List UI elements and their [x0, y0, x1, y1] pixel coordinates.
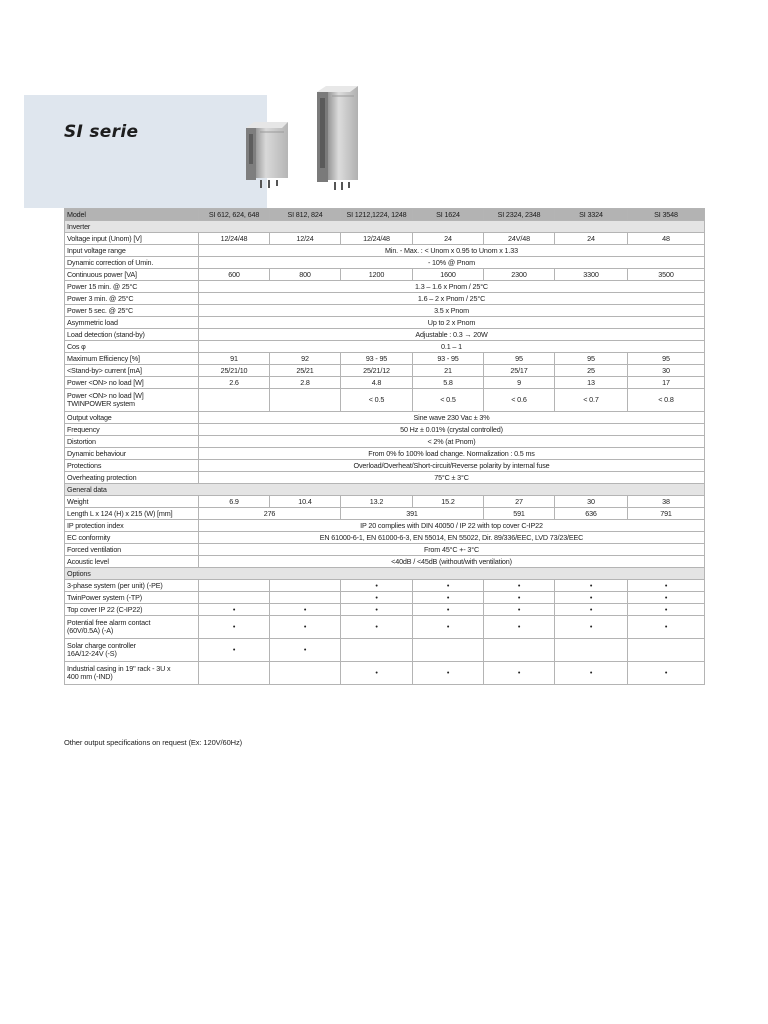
- table-cell: •: [341, 592, 413, 604]
- table-row: [65, 257, 705, 269]
- table-cell: [484, 639, 555, 662]
- table-row: [65, 580, 705, 592]
- table-cell: •: [628, 616, 705, 639]
- table-cell: [199, 389, 270, 412]
- table-cell: 13: [555, 377, 628, 389]
- table-cell: < 0.5: [341, 389, 413, 412]
- table-cell: •: [413, 662, 484, 685]
- row-label: <Stand-by> current [mA]: [65, 365, 199, 377]
- table-row: [65, 412, 705, 424]
- table-row: [65, 377, 705, 389]
- table-cell: 25/21/12: [341, 365, 413, 377]
- table-cell: 48: [628, 233, 705, 245]
- table-cell: •: [484, 616, 555, 639]
- table-cell: 1.3 – 1.6 x Pnom / 25°C: [199, 281, 705, 293]
- table-cell: 2300: [484, 269, 555, 281]
- table-row: [65, 353, 705, 365]
- table-row: [65, 233, 705, 245]
- section-heading: General data: [65, 484, 705, 496]
- table-row: [65, 341, 705, 353]
- table-cell: •: [555, 604, 628, 616]
- table-row: [65, 592, 705, 604]
- column-header: SI 3548: [628, 209, 705, 221]
- table-cell: •: [413, 604, 484, 616]
- table-cell: 25/17: [484, 365, 555, 377]
- table-cell: •: [413, 580, 484, 592]
- table-cell: EN 61000-6-1, EN 61000-6-3, EN 55014, EN 55022, Dir. 89/336/EEC, LVD 73/23/EEC: [199, 532, 705, 544]
- table-row: [65, 520, 705, 532]
- table-cell: •: [484, 580, 555, 592]
- table-cell: 30: [628, 365, 705, 377]
- table-cell: <40dB / <45dB (without/with ventilation): [199, 556, 705, 568]
- table-cell: •: [341, 580, 413, 592]
- table-row: [65, 616, 705, 639]
- table-cell: [199, 592, 270, 604]
- table-row: [65, 317, 705, 329]
- table-cell: [270, 389, 341, 412]
- table-cell: 75°C ± 3°C: [199, 472, 705, 484]
- table-row: [65, 544, 705, 556]
- table-cell: [341, 639, 413, 662]
- table-cell: 93 - 95: [413, 353, 484, 365]
- table-row: [65, 389, 705, 412]
- table-cell: 800: [270, 269, 341, 281]
- table-cell: < 2% (at Pnom): [199, 436, 705, 448]
- table-cell: [628, 639, 705, 662]
- table-cell: 5.8: [413, 377, 484, 389]
- row-label: Voltage input (Unom) [V]: [65, 233, 199, 245]
- table-cell: 24V/48: [484, 233, 555, 245]
- table-cell: < 0.7: [555, 389, 628, 412]
- table-cell: 95: [484, 353, 555, 365]
- specifications-table: [64, 208, 705, 685]
- table-row: [65, 472, 705, 484]
- table-cell: 25/21: [270, 365, 341, 377]
- table-cell: [199, 662, 270, 685]
- row-label: Cos φ: [65, 341, 199, 353]
- row-label: Power <ON> no load [W]: [65, 377, 199, 389]
- row-label: Asymmetric load: [65, 317, 199, 329]
- table-cell: Sine wave 230 Vac ± 3%: [199, 412, 705, 424]
- table-cell: [270, 662, 341, 685]
- row-label: Potential free alarm contact (60V/0.5A) (-A): [65, 616, 199, 639]
- table-cell: 1600: [413, 269, 484, 281]
- table-cell: •: [413, 592, 484, 604]
- row-label: EC conformity: [65, 532, 199, 544]
- table-cell: 95: [628, 353, 705, 365]
- table-row: [65, 662, 705, 685]
- table-cell: Overload/Overheat/Short-circuit/Reverse polarity by internal fuse: [199, 460, 705, 472]
- table-cell: IP 20 complies with DIN 40050 / IP 22 with top cover C-IP22: [199, 520, 705, 532]
- table-cell: 391: [341, 508, 484, 520]
- row-label: Load detection (stand-by): [65, 329, 199, 341]
- table-cell: 1.6 – 2 x Pnom / 25°C: [199, 293, 705, 305]
- column-header: SI 812, 824: [270, 209, 341, 221]
- row-label: Protections: [65, 460, 199, 472]
- table-row: [65, 508, 705, 520]
- row-label: Output voltage: [65, 412, 199, 424]
- table-row: [65, 448, 705, 460]
- table-cell: 2.6: [199, 377, 270, 389]
- column-header: Model: [65, 209, 199, 221]
- table-cell: 17: [628, 377, 705, 389]
- row-label: Dynamic correction of Umin.: [65, 257, 199, 269]
- table-cell: 13.2: [341, 496, 413, 508]
- table-cell: [270, 592, 341, 604]
- table-cell: 3300: [555, 269, 628, 281]
- row-label: Maximum Efficiency [%]: [65, 353, 199, 365]
- row-label: Solar charge controller 16A/12-24V (-S): [65, 639, 199, 662]
- table-cell: 591: [484, 508, 555, 520]
- table-cell: •: [341, 604, 413, 616]
- table-row: [65, 281, 705, 293]
- section-row: [65, 568, 705, 580]
- row-label: Dynamic behaviour: [65, 448, 199, 460]
- small-inverter-image: [244, 120, 294, 190]
- row-label: Acoustic level: [65, 556, 199, 568]
- column-header: SI 612, 624, 648: [199, 209, 270, 221]
- table-cell: •: [484, 604, 555, 616]
- table-cell: •: [270, 604, 341, 616]
- page-title: SI serie: [64, 122, 139, 142]
- table-cell: 27: [484, 496, 555, 508]
- table-cell: Up to 2 x Pnom: [199, 317, 705, 329]
- table-row: [65, 532, 705, 544]
- table-cell: •: [270, 639, 341, 662]
- column-header: SI 1624: [413, 209, 484, 221]
- table-cell: 10.4: [270, 496, 341, 508]
- table-cell: 15.2: [413, 496, 484, 508]
- row-label: Power <ON> no load [W] TWINPOWER system: [65, 389, 199, 412]
- row-label: Input voltage range: [65, 245, 199, 257]
- table-row: [65, 460, 705, 472]
- row-label: Length L x 124 (H) x 215 (W) [mm]: [65, 508, 199, 520]
- table-row: [65, 424, 705, 436]
- row-label: Forced ventilation: [65, 544, 199, 556]
- table-cell: 600: [199, 269, 270, 281]
- table-cell: 95: [555, 353, 628, 365]
- table-cell: 1200: [341, 269, 413, 281]
- row-label: Power 3 min. @ 25°C: [65, 293, 199, 305]
- table-row: [65, 639, 705, 662]
- table-cell: •: [199, 639, 270, 662]
- table-cell: •: [341, 616, 413, 639]
- footnote: Other output specifications on request (Ex: 120V/60Hz): [64, 738, 243, 747]
- table-cell: •: [555, 662, 628, 685]
- table-cell: 0.1 – 1: [199, 341, 705, 353]
- table-cell: 24: [413, 233, 484, 245]
- section-heading: Options: [65, 568, 705, 580]
- table-cell: 791: [628, 508, 705, 520]
- table-cell: 3.5 x Pnom: [199, 305, 705, 317]
- table-cell: •: [199, 616, 270, 639]
- table-header-row: [65, 209, 705, 221]
- table-row: [65, 604, 705, 616]
- table-cell: 6.9: [199, 496, 270, 508]
- table-cell: From 45°C +- 3°C: [199, 544, 705, 556]
- table-cell: •: [199, 604, 270, 616]
- table-cell: •: [555, 592, 628, 604]
- table-cell: •: [555, 616, 628, 639]
- table-row: [65, 436, 705, 448]
- table-cell: [555, 639, 628, 662]
- row-label: 3-phase system (per unit) (-PE): [65, 580, 199, 592]
- large-inverter-image: [314, 84, 362, 192]
- table-cell: 2.8: [270, 377, 341, 389]
- row-label: Continuous power [VA]: [65, 269, 199, 281]
- table-cell: < 0.6: [484, 389, 555, 412]
- table-cell: 636: [555, 508, 628, 520]
- table-cell: < 0.8: [628, 389, 705, 412]
- row-label: Top cover IP 22 (C-IP22): [65, 604, 199, 616]
- table-cell: •: [628, 592, 705, 604]
- table-cell: •: [628, 580, 705, 592]
- table-row: [65, 269, 705, 281]
- table-cell: 12/24/48: [341, 233, 413, 245]
- table-row: [65, 245, 705, 257]
- table-cell: 25: [555, 365, 628, 377]
- row-label: Power 5 sec. @ 25°C: [65, 305, 199, 317]
- table-cell: •: [413, 616, 484, 639]
- table-cell: 21: [413, 365, 484, 377]
- table-cell: 24: [555, 233, 628, 245]
- table-cell: 4.8: [341, 377, 413, 389]
- table-cell: 92: [270, 353, 341, 365]
- table-cell: 9: [484, 377, 555, 389]
- table-cell: 25/21/10: [199, 365, 270, 377]
- table-cell: Adjustable : 0.3 → 20W: [199, 329, 705, 341]
- table-row: [65, 293, 705, 305]
- table-cell: 3500: [628, 269, 705, 281]
- column-header: SI 1212,1224, 1248: [341, 209, 413, 221]
- table-cell: •: [341, 662, 413, 685]
- column-header: SI 3324: [555, 209, 628, 221]
- row-label: Weight: [65, 496, 199, 508]
- section-row: [65, 484, 705, 496]
- row-label: TwinPower system (-TP): [65, 592, 199, 604]
- row-label: Industrial casing in 19" rack - 3U x 400 mm (-IND): [65, 662, 199, 685]
- table-cell: 91: [199, 353, 270, 365]
- table-cell: Min. - Max. : < Unom x 0.95 to Unom x 1.33: [199, 245, 705, 257]
- table-cell: •: [484, 592, 555, 604]
- table-cell: •: [628, 662, 705, 685]
- row-label: Distortion: [65, 436, 199, 448]
- table-cell: [413, 639, 484, 662]
- table-cell: 30: [555, 496, 628, 508]
- column-header: SI 2324, 2348: [484, 209, 555, 221]
- table-row: [65, 556, 705, 568]
- table-row: [65, 496, 705, 508]
- table-cell: - 10% @ Pnom: [199, 257, 705, 269]
- row-label: Frequency: [65, 424, 199, 436]
- section-row: [65, 221, 705, 233]
- table-cell: 276: [199, 508, 341, 520]
- table-cell: [270, 580, 341, 592]
- row-label: Overheating protection: [65, 472, 199, 484]
- table-cell: 93 - 95: [341, 353, 413, 365]
- table-cell: •: [628, 604, 705, 616]
- table-cell: From 0% fo 100% load change. Normalization : 0.5 ms: [199, 448, 705, 460]
- table-row: [65, 365, 705, 377]
- table-cell: 12/24: [270, 233, 341, 245]
- table-cell: •: [555, 580, 628, 592]
- table-row: [65, 329, 705, 341]
- table-cell: < 0.5: [413, 389, 484, 412]
- table-row: [65, 305, 705, 317]
- table-cell: [199, 580, 270, 592]
- section-heading: Inverter: [65, 221, 705, 233]
- table-cell: 38: [628, 496, 705, 508]
- row-label: Power 15 min. @ 25°C: [65, 281, 199, 293]
- table-cell: 12/24/48: [199, 233, 270, 245]
- row-label: IP protection index: [65, 520, 199, 532]
- title-banner: [24, 95, 267, 208]
- table-cell: •: [270, 616, 341, 639]
- table-cell: 50 Hz ± 0.01% (crystal controlled): [199, 424, 705, 436]
- table-cell: •: [484, 662, 555, 685]
